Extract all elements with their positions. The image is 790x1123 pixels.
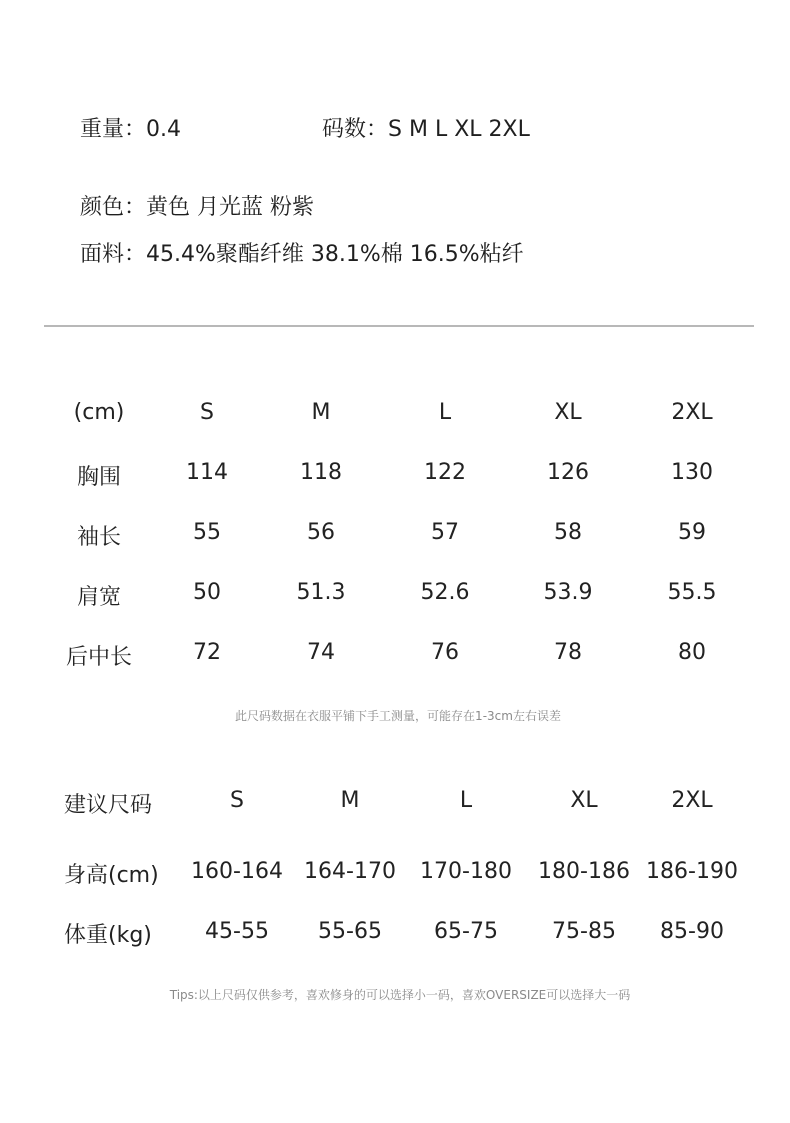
table-row-label: 袖长: [76, 525, 122, 550]
table-cell: 74: [307, 640, 335, 665]
table-cell: 76: [431, 640, 459, 665]
table-cell: 130: [671, 460, 713, 485]
table-cell: 52.6: [420, 580, 470, 605]
table-cell: 80: [678, 640, 706, 665]
table-cell: 170-180: [420, 859, 512, 884]
color-label: 颜色：: [80, 195, 147, 220]
weight-info: [80, 112, 181, 143]
table-cell: 164-170: [304, 859, 396, 884]
table-row-label: 胸围: [76, 465, 122, 490]
table-cell: 55-65: [318, 919, 382, 944]
sizes-label: 码数：: [322, 117, 389, 142]
measure-header-unit: (cm): [73, 400, 125, 425]
table-cell: 180-186: [538, 859, 630, 884]
suggest-header-xl: XL: [570, 788, 598, 813]
measurement-note: 此尺码数据在衣服平铺下手工测量，可能存在1-3cm左右误差: [235, 709, 561, 723]
measure-header-s: S: [200, 400, 214, 425]
suggest-header-s: S: [230, 788, 244, 813]
table-cell: 118: [300, 460, 342, 485]
table-cell: 55: [193, 520, 221, 545]
table-cell: 57: [431, 520, 459, 545]
table-cell: 75-85: [552, 919, 616, 944]
table-cell: 78: [554, 640, 582, 665]
table-row-label: 后中长: [65, 645, 133, 670]
measure-header-m: M: [311, 400, 331, 425]
table-cell: 55.5: [667, 580, 717, 605]
weight-value: 0.4: [146, 117, 182, 142]
table-cell: 58: [554, 520, 582, 545]
table-cell: 53.9: [543, 580, 593, 605]
table-cell: 56: [307, 520, 335, 545]
weight-label: 重量：: [80, 117, 147, 142]
color-info: [80, 190, 314, 221]
table-cell: 85-90: [660, 919, 724, 944]
table-cell: 186-190: [646, 859, 738, 884]
table-row-label: 身高(cm): [64, 863, 159, 888]
table-cell: 50: [193, 580, 221, 605]
table-cell: 65-75: [434, 919, 498, 944]
fabric-label: 面料：: [80, 242, 147, 267]
table-cell: 59: [678, 520, 706, 545]
table-cell: 51.3: [296, 580, 346, 605]
suggest-header-label: 建议尺码: [64, 793, 153, 818]
sizes-value: S M L XL 2XL: [388, 117, 530, 142]
fabric-info: [80, 237, 524, 268]
table-cell: 45-55: [205, 919, 269, 944]
suggest-header-m: M: [340, 788, 360, 813]
suggest-header-l: L: [459, 788, 473, 813]
table-cell: 126: [547, 460, 589, 485]
suggest-header-2xl: 2XL: [671, 788, 713, 813]
section-divider: [44, 325, 754, 327]
table-cell: 160-164: [191, 859, 283, 884]
fabric-value: 45.4%聚酯纤维 38.1%棉 16.5%粘纤: [146, 242, 524, 267]
measure-header-l: L: [438, 400, 452, 425]
measure-header-xl: XL: [554, 400, 582, 425]
table-cell: 72: [193, 640, 221, 665]
table-row-label: 肩宽: [76, 585, 122, 610]
table-cell: 122: [424, 460, 466, 485]
sizes-info: [322, 112, 530, 143]
color-value: 黄色 月光蓝 粉紫: [146, 195, 315, 220]
table-row-label: 体重(kg): [64, 923, 152, 948]
tips-note: Tips:以上尺码仅供参考，喜欢修身的可以选择小一码，喜欢OVERSIZE可以选择大一码: [169, 988, 631, 1002]
table-cell: 114: [186, 460, 228, 485]
measure-header-2xl: 2XL: [671, 400, 713, 425]
